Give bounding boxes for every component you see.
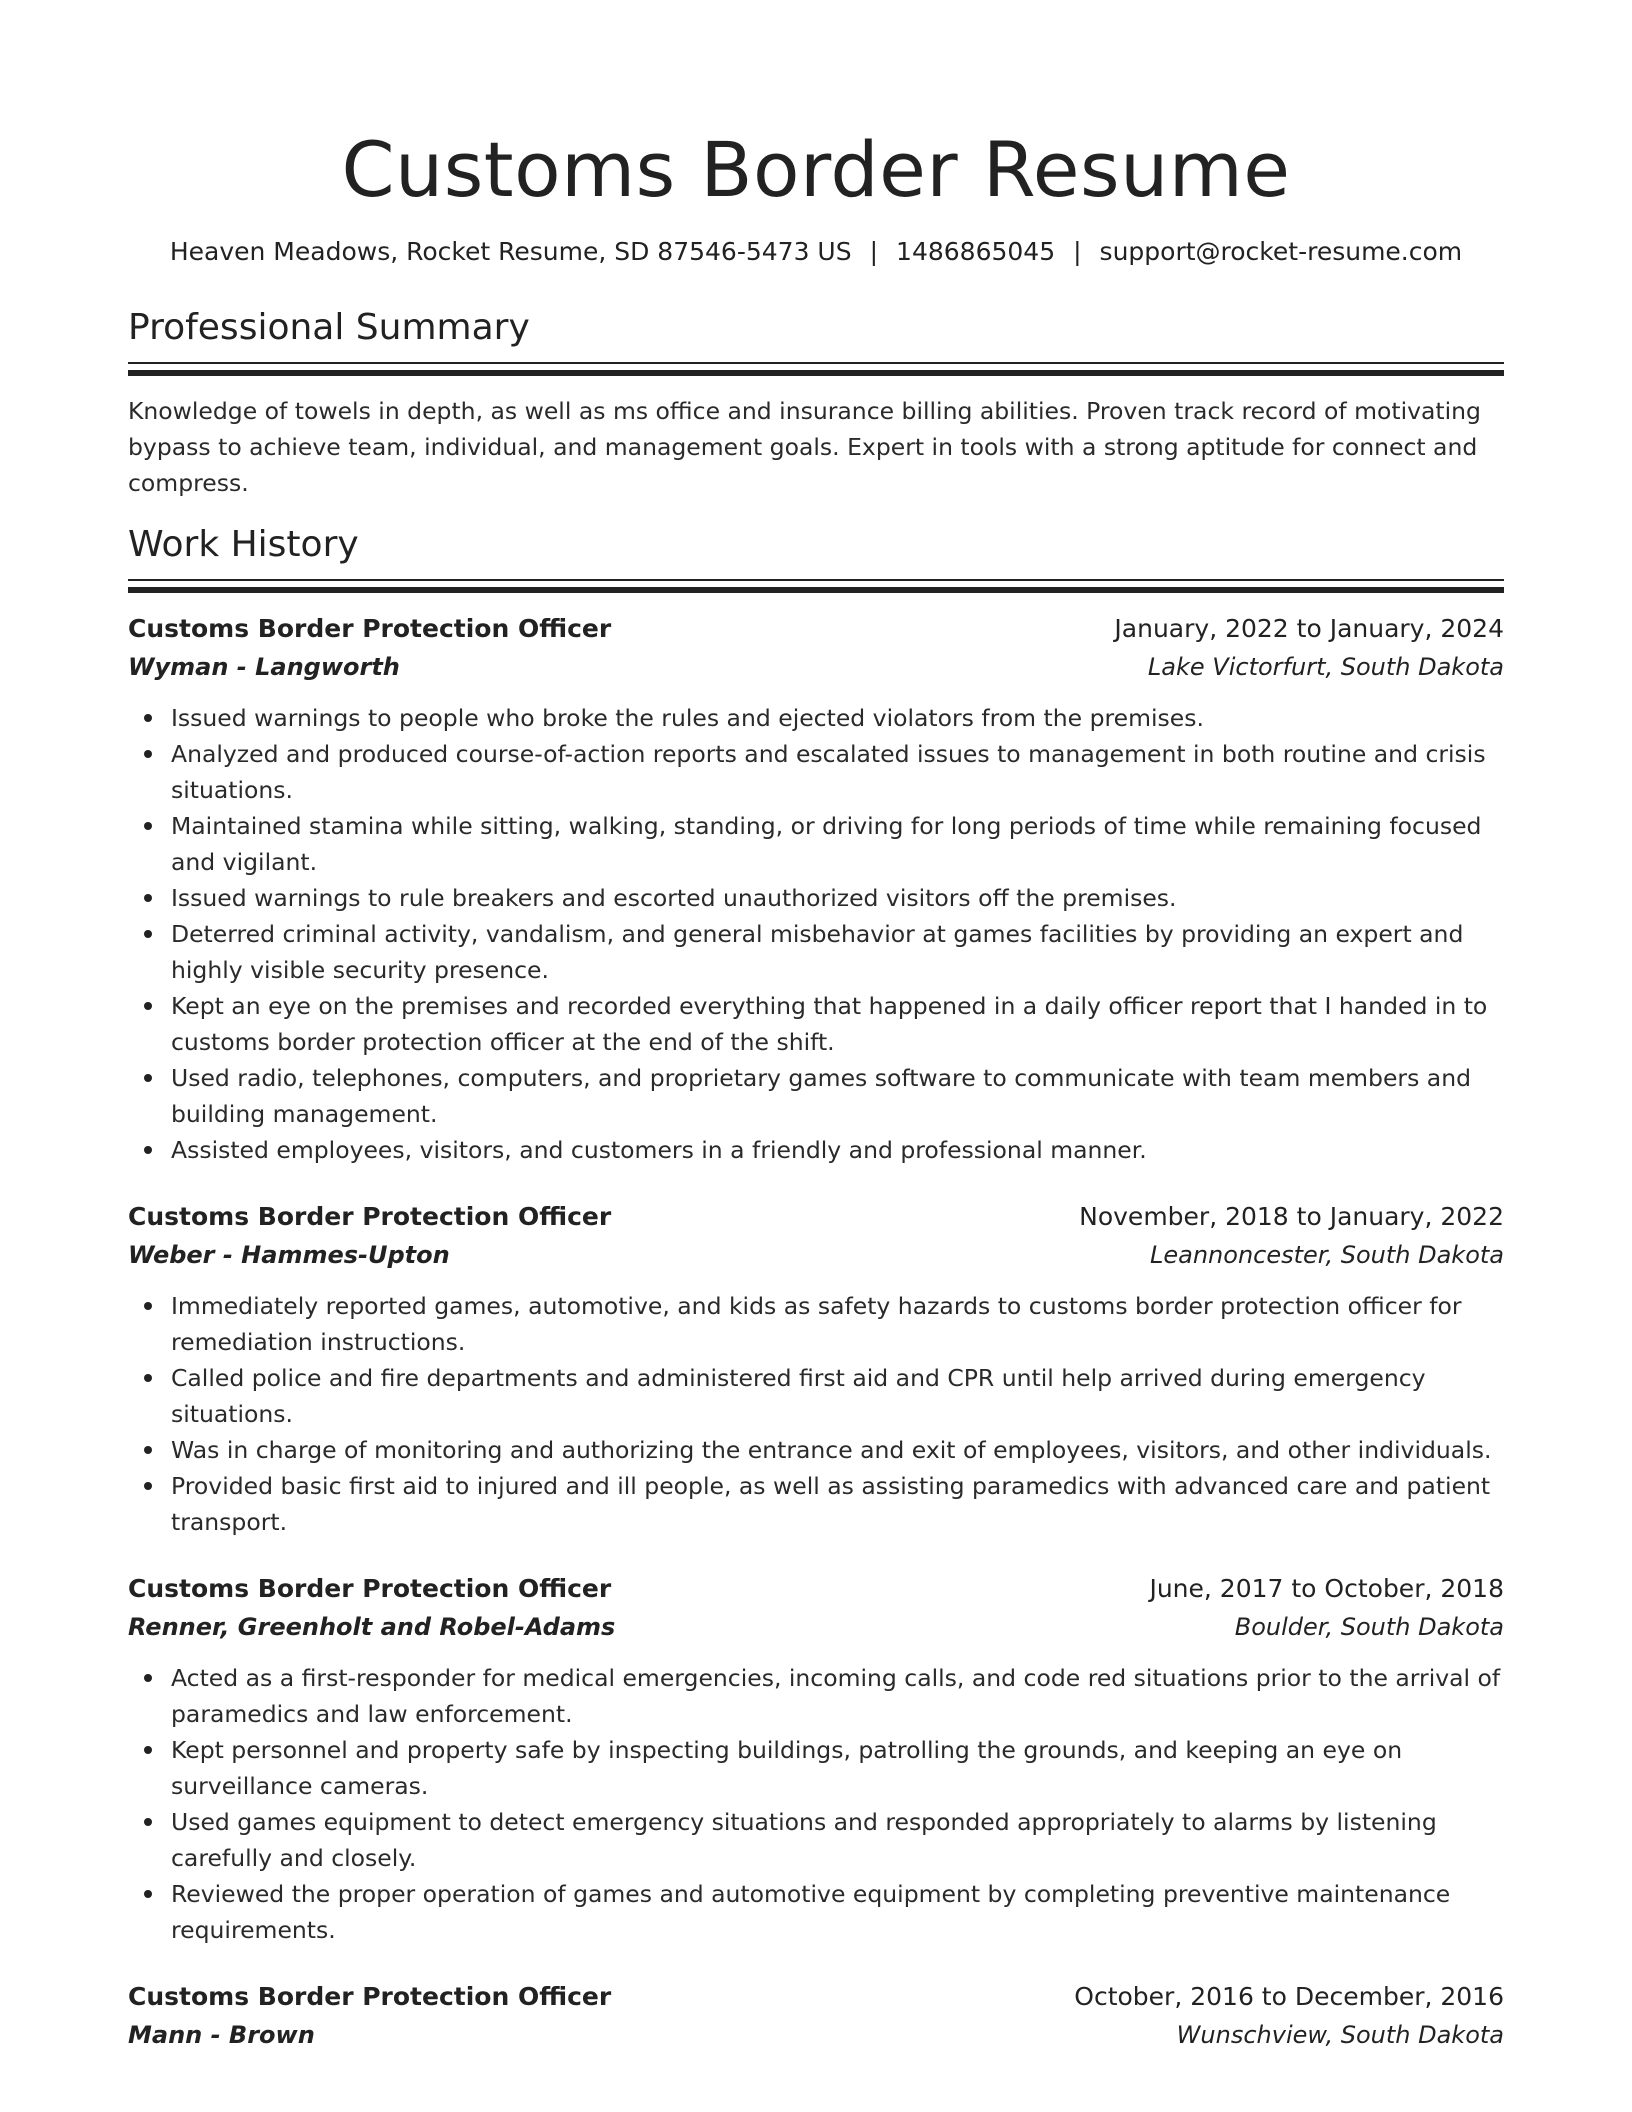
bullet-item: Kept an eye on the premises and recorded everything that happened in a daily officer report that I handed in to customs border protection officer at the end of the shift. <box>171 988 1504 1060</box>
contact-separator: | <box>869 237 879 266</box>
bullet-item: Kept personnel and property safe by inspecting buildings, patrolling the grounds, and keeping an eye on surveillance cameras. <box>171 1732 1504 1804</box>
bullet-item: Acted as a first-responder for medical emergencies, incoming calls, and code red situations prior to the arrival of paramedics and law enforcement. <box>171 1660 1504 1732</box>
resume-name: Customs Border Resume <box>341 126 1291 214</box>
section-divider <box>128 579 1504 594</box>
section-title-work-history: Work History <box>128 524 359 565</box>
summary-text: Knowledge of towels in depth, as well as ms office and insurance billing abilities. Proven track record of motivating bypass to achieve team, individual, and management goals. Expert in tools with a strong aptitude for connect and compress. <box>128 397 1481 497</box>
job-company: Wyman - Langworth <box>128 653 400 681</box>
bullet-item: Issued warnings to people who broke the rules and ejected violators from the premises. <box>171 700 1504 736</box>
bullet-item: Maintained stamina while sitting, walking, standing, or driving for long periods of time while remaining focused and vigilant. <box>171 808 1504 880</box>
job-location: Wunschview, South Dakota <box>1176 2021 1504 2049</box>
bullet-item: Was in charge of monitoring and authorizing the entrance and exit of employees, visitors, and other individuals. <box>171 1432 1504 1468</box>
job-bullets <box>128 1660 1504 1948</box>
bullet-item: Assisted employees, visitors, and customers in a friendly and professional manner. <box>171 1132 1504 1168</box>
job-bullets <box>128 700 1504 1168</box>
job-dates: January, 2022 to January, 2024 <box>1114 614 1504 643</box>
job-bullets <box>128 1288 1504 1540</box>
job-dates: October, 2016 to December, 2016 <box>1074 1982 1504 2011</box>
job-entry <box>128 1978 1504 2054</box>
job-title: Customs Border Protection Officer <box>128 1202 612 1231</box>
job-list <box>128 610 1504 2054</box>
bullet-item: Reviewed the proper operation of games and automotive equipment by completing preventive maintenance requirements. <box>171 1876 1504 1948</box>
job-location: Boulder, South Dakota <box>1234 1613 1504 1641</box>
job-entry <box>128 1198 1504 1540</box>
contact-separator: | <box>1073 237 1082 266</box>
job-dates: June, 2017 to October, 2018 <box>1149 1574 1504 1603</box>
job-company: Renner, Greenholt and Robel-Adams <box>128 1613 616 1641</box>
bullet-item: Used games equipment to detect emergency situations and responded appropriately to alarms by listening carefully and closely. <box>171 1804 1504 1876</box>
job-company: Weber - Hammes-Upton <box>128 1241 450 1269</box>
job-location: Leannoncester, South Dakota <box>1150 1241 1504 1269</box>
contact-address: Heaven Meadows, Rocket Resume, SD 87546-5473 US <box>169 237 852 266</box>
contact-email: support@rocket-resume.com <box>1099 237 1463 266</box>
job-entry <box>128 610 1504 1168</box>
job-dates: November, 2018 to January, 2022 <box>1079 1202 1504 1231</box>
job-title: Customs Border Protection Officer <box>128 614 612 643</box>
resume-page <box>128 0 1504 2054</box>
bullet-item: Called police and fire departments and administered first aid and CPR until help arrived during emergency situations. <box>171 1360 1504 1432</box>
bullet-item: Provided basic first aid to injured and ill people, as well as assisting paramedics with advanced care and patient transport. <box>171 1468 1504 1540</box>
section-title-summary: Professional Summary <box>128 307 530 348</box>
contact-line <box>128 236 1504 268</box>
bullet-item: Deterred criminal activity, vandalism, and general misbehavior at games facilities by providing an expert and highly visible security presence. <box>171 916 1504 988</box>
section-divider <box>128 362 1504 377</box>
bullet-item: Issued warnings to rule breakers and escorted unauthorized visitors off the premises. <box>171 880 1504 916</box>
job-title: Customs Border Protection Officer <box>128 1574 612 1603</box>
job-company: Mann - Brown <box>128 2021 315 2049</box>
bullet-item: Analyzed and produced course-of-action reports and escalated issues to management in both routine and crisis situations. <box>171 736 1504 808</box>
job-location: Lake Victorfurt, South Dakota <box>1147 653 1504 681</box>
bullet-item: Immediately reported games, automotive, and kids as safety hazards to customs border protection officer for remediation instructions. <box>171 1288 1504 1360</box>
job-title: Customs Border Protection Officer <box>128 1982 612 2011</box>
job-entry <box>128 1570 1504 1948</box>
contact-phone: 1486865045 <box>896 237 1056 266</box>
bullet-item: Used radio, telephones, computers, and proprietary games software to communicate with team members and building management. <box>171 1060 1504 1132</box>
